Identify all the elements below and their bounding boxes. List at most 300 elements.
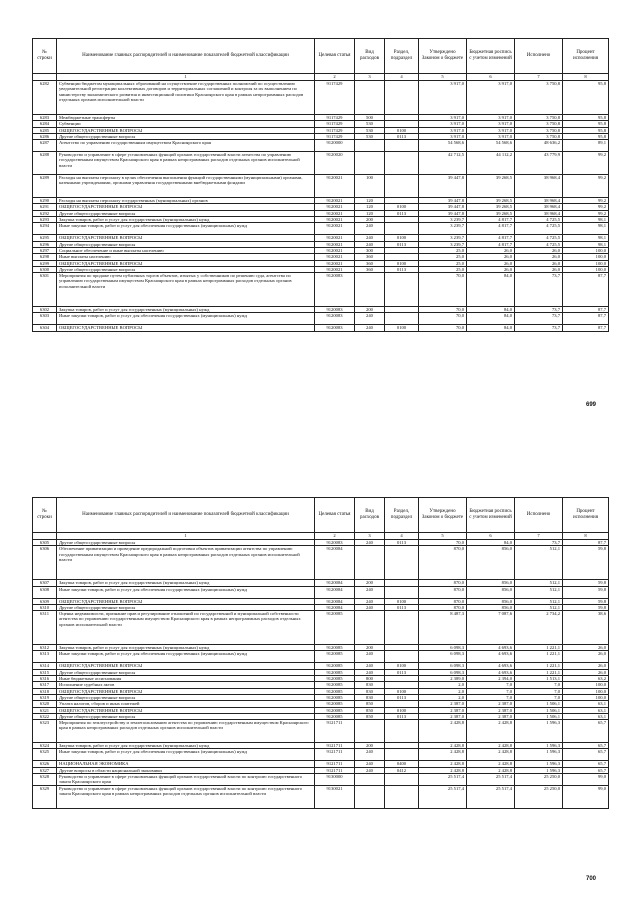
cell-vid: 240	[355, 604, 385, 610]
cell-percent: 63,1	[563, 713, 609, 719]
cell-name: Другие общегосударственные вопросы	[57, 133, 315, 139]
cell-schedule: 39 268,5	[467, 204, 515, 210]
cell-name: НАЦИОНАЛЬНАЯ ЭКОНОМИКА	[57, 761, 315, 767]
cell-razdel	[385, 313, 419, 325]
cell-razdel	[385, 546, 419, 580]
cell-name: Исполнение судебных актов	[57, 682, 315, 688]
cell-executed: 3 750,8	[515, 133, 563, 139]
col-num-2: 2	[315, 533, 355, 540]
cell-row-no: 6295	[33, 235, 57, 241]
col-num-3: 3	[355, 74, 385, 81]
cell-razdel: 0100	[385, 325, 419, 331]
cell-name: Руководство и управление в сфере установленных функций органов государственной власти по контролю государственного заказа Красноярского края	[57, 774, 315, 786]
cell-razdel: 0113	[385, 133, 419, 139]
cell-percent: 26,0	[563, 663, 609, 669]
cell-executed: 25 250,0	[515, 785, 563, 808]
cell-percent: 99,2	[563, 175, 609, 198]
cell-schedule: 26,0	[467, 254, 515, 260]
cell-vid: 240	[355, 651, 385, 663]
col-num-8: 8	[563, 533, 609, 540]
cell-schedule: 4 817,7	[467, 235, 515, 241]
table-row	[33, 546, 609, 580]
cell-percent: 87,7	[563, 313, 609, 325]
cell-percent: 100,0	[563, 682, 609, 688]
cell-target: 9120085	[315, 651, 355, 663]
cell-vid: 360	[355, 254, 385, 260]
cell-percent: 95,8	[563, 133, 609, 139]
cell-executed: 7,0	[515, 682, 563, 688]
cell-target: 9120021	[315, 223, 355, 235]
cell-vid: 240	[355, 767, 385, 773]
cell-row-no: 6309	[33, 598, 57, 604]
cell-percent: 63,2	[563, 676, 609, 682]
col-num-blank	[33, 533, 57, 540]
cell-approved: 2 387,0	[419, 707, 467, 713]
cell-executed: 26,0	[515, 266, 563, 272]
cell-row-no: 6293	[33, 217, 57, 223]
cell-row-no: 6314	[33, 663, 57, 669]
cell-row-no: 6296	[33, 241, 57, 247]
cell-name: Мероприятия по землеустройству и землепользованию агентства по управлению государственным имуществом Красноярского края в рамках непрограммных расходов отдельных органов исполнительной власти	[57, 720, 315, 743]
table-row	[33, 325, 609, 331]
cell-schedule: 2 428,8	[467, 767, 515, 773]
col-num-6: 6	[467, 533, 515, 540]
cell-target: 9117429	[315, 81, 355, 115]
cell-target: 9117429	[315, 121, 355, 127]
cell-percent: 59,8	[563, 580, 609, 586]
col-num-7: 7	[515, 74, 563, 81]
cell-vid: 830	[355, 682, 385, 688]
cell-percent: 26,0	[563, 669, 609, 675]
cell-razdel	[385, 223, 419, 235]
cell-percent: 95,8	[563, 81, 609, 115]
table-row	[33, 223, 609, 235]
cell-approved: 25,0	[419, 260, 467, 266]
cell-executed: 1 221,1	[515, 669, 563, 675]
cell-executed: 1 513,1	[515, 676, 563, 682]
cell-percent: 98,1	[563, 241, 609, 247]
cell-row-no: 6302	[33, 307, 57, 313]
page-number: 699	[586, 402, 597, 408]
cell-approved: 6 098,3	[419, 669, 467, 675]
cell-approved: 39 447,8	[419, 198, 467, 204]
cell-row-no: 6325	[33, 749, 57, 761]
cell-target: 9120085	[315, 611, 355, 645]
header-target: Целевая статья	[315, 498, 355, 533]
cell-percent: 98,1	[563, 223, 609, 235]
cell-vid: 200	[355, 645, 385, 651]
column-number-row	[33, 74, 609, 81]
cell-row-no: 6323	[33, 720, 57, 743]
cell-row-no: 6327	[33, 767, 57, 773]
cell-name: Мероприятия по продаже путем публичных торгов объектов, изъятых у собственников по решению суда, агентства по управлению государственным имуществом Красноярского края в рамках непрограммных расходов отдельных органов исполнительной власти	[57, 273, 315, 307]
cell-razdel: 0100	[385, 688, 419, 694]
cell-approved: 54 568,6	[419, 140, 467, 152]
cell-approved: 3 917,0	[419, 121, 467, 127]
cell-schedule: 856,0	[467, 546, 515, 580]
cell-name: Агентство по управлению государственным имуществом Красноярского края	[57, 140, 315, 152]
cell-target: 9120083	[315, 540, 355, 546]
cell-approved: 870,0	[419, 546, 467, 580]
cell-target: 9120085	[315, 676, 355, 682]
cell-vid	[355, 774, 385, 786]
header-row-no: № строки	[33, 39, 57, 74]
cell-executed: 1 596,3	[515, 767, 563, 773]
cell-row-no: 6291	[33, 204, 57, 210]
cell-vid: 360	[355, 266, 385, 272]
cell-executed: 7,0	[515, 688, 563, 694]
cell-target: 9117429	[315, 115, 355, 121]
cell-razdel	[385, 273, 419, 307]
cell-target: 9130021	[315, 785, 355, 808]
cell-percent: 95,8	[563, 121, 609, 127]
cell-name: ОБЩЕГОСУДАРСТВЕННЫЕ ВОПРОСЫ	[57, 127, 315, 133]
cell-percent: 38,6	[563, 611, 609, 645]
col-num-4: 4	[385, 533, 419, 540]
cell-vid: 200	[355, 580, 385, 586]
cell-vid: 200	[355, 307, 385, 313]
cell-percent: 100,0	[563, 254, 609, 260]
cell-razdel	[385, 785, 419, 808]
cell-vid	[355, 611, 385, 645]
cell-vid: 240	[355, 598, 385, 604]
cell-row-no: 6290	[33, 198, 57, 204]
cell-row-no: 6322	[33, 713, 57, 719]
cell-target: 9121711	[315, 767, 355, 773]
col-num-2: 2	[315, 74, 355, 81]
cell-name: Расходы на выплаты персоналу в целях обеспечения выполнения функций государственными (муниципальными) органами, казенными учреждениями, органами управления государственными внебюджетными фондами	[57, 175, 315, 198]
cell-name: Иные закупки товаров, работ и услуг для обеспечения государственных (муниципальных) нужд	[57, 313, 315, 325]
cell-row-no: 6294	[33, 223, 57, 235]
budget-sheet-2	[32, 497, 608, 809]
cell-name: Другие общегосударственные вопросы	[57, 266, 315, 272]
cell-executed: 38 968,4	[515, 175, 563, 198]
cell-executed: 1 221,1	[515, 645, 563, 651]
cell-approved: 870,0	[419, 598, 467, 604]
cell-row-no: 6321	[33, 707, 57, 713]
cell-approved: 25 517,4	[419, 785, 467, 808]
cell-executed: 73,7	[515, 273, 563, 307]
cell-percent: 59,8	[563, 598, 609, 604]
cell-executed: 26,0	[515, 260, 563, 266]
cell-approved: 2,0	[419, 682, 467, 688]
cell-percent: 65,7	[563, 749, 609, 761]
cell-razdel: 0100	[385, 598, 419, 604]
cell-percent: 65,7	[563, 743, 609, 749]
cell-vid: 360	[355, 260, 385, 266]
col-num-7: 7	[515, 533, 563, 540]
cell-vid: 300	[355, 247, 385, 253]
cell-name: Иные закупки товаров, работ и услуг для обеспечения государственных (муниципальных) нужд	[57, 223, 315, 235]
cell-target: 9117429	[315, 127, 355, 133]
cell-vid: 530	[355, 133, 385, 139]
header-approved: Утверждено Законом о бюджете	[419, 39, 467, 74]
cell-razdel	[385, 152, 419, 175]
cell-percent: 26,0	[563, 651, 609, 663]
cell-row-no: 6318	[33, 688, 57, 694]
cell-name: Закупка товаров, работ и услуг для государственных (муниципальных) нужд	[57, 645, 315, 651]
cell-name: ОБЩЕГОСУДАРСТВЕННЫЕ ВОПРОСЫ	[57, 598, 315, 604]
cell-approved: 70,0	[419, 325, 467, 331]
cell-approved: 42 712,5	[419, 152, 467, 175]
cell-row-no: 6320	[33, 701, 57, 707]
cell-name: ОБЩЕГОСУДАРСТВЕННЫЕ ВОПРОСЫ	[57, 688, 315, 694]
cell-percent: 59,8	[563, 586, 609, 598]
cell-executed: 4 725,5	[515, 241, 563, 247]
cell-schedule: 7 087,6	[467, 611, 515, 645]
col-num-5: 5	[419, 74, 467, 81]
table-body-2	[33, 540, 609, 809]
cell-approved: 3 917,0	[419, 133, 467, 139]
cell-target: 9120085	[315, 682, 355, 688]
header-vid: Вид расходов	[355, 498, 385, 533]
cell-name: Закупка товаров, работ и услуг для государственных (муниципальных) нужд	[57, 307, 315, 313]
cell-schedule: 7,0	[467, 688, 515, 694]
cell-approved: 3 917,0	[419, 127, 467, 133]
cell-row-no: 6303	[33, 313, 57, 325]
cell-approved: 25,0	[419, 254, 467, 260]
cell-target: 9120085	[315, 669, 355, 675]
cell-vid: 200	[355, 743, 385, 749]
cell-row-no: 6328	[33, 774, 57, 786]
cell-schedule: 2 428,8	[467, 749, 515, 761]
cell-razdel: 0113	[385, 540, 419, 546]
cell-target: 9121711	[315, 761, 355, 767]
cell-approved: 870,0	[419, 604, 467, 610]
cell-executed: 1 221,1	[515, 663, 563, 669]
cell-name: Оценка недвижимости, признание прав и регулирование отношений по государственной и муниципальной собственности агентства по управлению государственным имуществом Красноярского края в рамках непрограммных расходов отдельных органов исполнительной власти	[57, 611, 315, 645]
table-row	[33, 611, 609, 645]
cell-schedule: 3 917,0	[467, 133, 515, 139]
cell-target: 9120085	[315, 701, 355, 707]
cell-schedule: 7,0	[467, 694, 515, 700]
cell-vid: 240	[355, 586, 385, 598]
cell-name: Другие общегосударственные вопросы	[57, 540, 315, 546]
cell-schedule: 3 917,0	[467, 121, 515, 127]
cell-target: 9120021	[315, 266, 355, 272]
cell-approved: 39 447,8	[419, 175, 467, 198]
cell-razdel: 0113	[385, 604, 419, 610]
cell-percent: 87,7	[563, 540, 609, 546]
cell-vid	[355, 720, 385, 743]
cell-schedule: 856,0	[467, 580, 515, 586]
cell-schedule: 2 387,0	[467, 707, 515, 713]
cell-schedule: 2 387,0	[467, 701, 515, 707]
cell-approved: 25,0	[419, 247, 467, 253]
cell-name: Другие общегосударственные вопросы	[57, 241, 315, 247]
cell-target: 9120085	[315, 707, 355, 713]
cell-row-no: 6324	[33, 743, 57, 749]
cell-target: 9120020	[315, 152, 355, 175]
cell-vid	[355, 546, 385, 580]
cell-percent: 87,7	[563, 307, 609, 313]
cell-schedule: 4 817,7	[467, 223, 515, 235]
cell-target: 9120084	[315, 546, 355, 580]
cell-row-no: 6326	[33, 761, 57, 767]
cell-name: ОБЩЕГОСУДАРСТВЕННЫЕ ВОПРОСЫ	[57, 707, 315, 713]
cell-razdel: 0113	[385, 241, 419, 247]
cell-vid: 240	[355, 761, 385, 767]
column-number-row	[33, 533, 609, 540]
header-executed: Исполнено	[515, 498, 563, 533]
cell-executed: 1 506,1	[515, 701, 563, 707]
cell-executed: 38 968,4	[515, 210, 563, 216]
cell-vid	[355, 785, 385, 808]
cell-target: 9117429	[315, 133, 355, 139]
cell-razdel: 0113	[385, 266, 419, 272]
cell-approved: 25 517,4	[419, 774, 467, 786]
cell-name: Другие общегосударственные вопросы	[57, 694, 315, 700]
cell-razdel	[385, 749, 419, 761]
cell-name: Другие общегосударственные вопросы	[57, 210, 315, 216]
cell-target: 9120084	[315, 598, 355, 604]
cell-target: 9120021	[315, 254, 355, 260]
cell-percent: 87,7	[563, 273, 609, 307]
cell-target: 9120084	[315, 604, 355, 610]
cell-approved: 2 387,0	[419, 701, 467, 707]
cell-percent: 95,8	[563, 115, 609, 121]
cell-vid	[355, 81, 385, 115]
cell-schedule: 856,0	[467, 598, 515, 604]
header-percent: Процент исполнения	[563, 39, 609, 74]
cell-approved: 6 098,3	[419, 663, 467, 669]
header-razdel: Раздел, подраздел	[385, 498, 419, 533]
cell-vid: 240	[355, 313, 385, 325]
cell-name: Иные закупки товаров, работ и услуг для обеспечения государственных (муниципальных) нужд	[57, 586, 315, 598]
table-row	[33, 651, 609, 663]
col-num-5: 5	[419, 533, 467, 540]
table-row	[33, 749, 609, 761]
cell-name: Уплата налогов, сборов и иных платежей	[57, 701, 315, 707]
cell-name: Иные бюджетные ассигнования	[57, 676, 315, 682]
cell-executed: 7,0	[515, 694, 563, 700]
cell-razdel: 0100	[385, 707, 419, 713]
cell-row-no: 6287	[33, 140, 57, 152]
cell-name: ОБЩЕГОСУДАРСТВЕННЫЕ ВОПРОСЫ	[57, 235, 315, 241]
cell-executed: 1 221,1	[515, 651, 563, 663]
cell-schedule: 39 268,5	[467, 198, 515, 204]
cell-razdel	[385, 140, 419, 152]
cell-vid: 240	[355, 325, 385, 331]
cell-executed: 1 506,1	[515, 707, 563, 713]
cell-name: Руководство и управление в сфере установленных функций органов государственной власти по контролю государственного заказа Красноярского края в рамках непрограммных расходов отдельных органов исполнительной власти	[57, 785, 315, 808]
cell-executed: 38 968,4	[515, 204, 563, 210]
cell-row-no: 6284	[33, 121, 57, 127]
cell-approved: 70,0	[419, 540, 467, 546]
table-row	[33, 152, 609, 175]
cell-schedule: 3 917,0	[467, 81, 515, 115]
cell-row-no: 6301	[33, 273, 57, 307]
table-row	[33, 785, 609, 808]
cell-schedule: 2 428,8	[467, 743, 515, 749]
col-num-3: 3	[355, 533, 385, 540]
cell-vid: 500	[355, 115, 385, 121]
cell-name: Иные закупки товаров, работ и услуг для обеспечения государственных (муниципальных) нужд	[57, 651, 315, 663]
cell-approved: 39 447,8	[419, 204, 467, 210]
cell-executed: 1 596,3	[515, 743, 563, 749]
cell-schedule: 4 693,6	[467, 669, 515, 675]
cell-razdel: 0100	[385, 204, 419, 210]
cell-name: ОБЩЕГОСУДАРСТВЕННЫЕ ВОПРОСЫ	[57, 325, 315, 331]
cell-percent: 99,2	[563, 198, 609, 204]
cell-executed: 3 750,8	[515, 81, 563, 115]
cell-row-no: 6312	[33, 645, 57, 651]
cell-target: 9120021	[315, 175, 355, 198]
cell-name: ОБЩЕГОСУДАРСТВЕННЫЕ ВОПРОСЫ	[57, 663, 315, 669]
cell-percent: 100,0	[563, 688, 609, 694]
cell-schedule: 84,0	[467, 307, 515, 313]
cell-approved: 3 239,7	[419, 241, 467, 247]
cell-row-no: 6283	[33, 115, 57, 121]
cell-target: 9120021	[315, 217, 355, 223]
cell-schedule: 4 817,7	[467, 241, 515, 247]
header-razdel: Раздел, подраздел	[385, 39, 419, 74]
table-header-row	[33, 498, 609, 533]
cell-executed: 512,1	[515, 546, 563, 580]
cell-schedule: 2 428,8	[467, 761, 515, 767]
cell-razdel	[385, 175, 419, 198]
cell-name: Другие общегосударственные вопросы	[57, 604, 315, 610]
cell-vid: 830	[355, 688, 385, 694]
header-executed: Исполнено	[515, 39, 563, 74]
cell-approved: 3 239,7	[419, 217, 467, 223]
cell-schedule: 4 693,6	[467, 645, 515, 651]
cell-percent: 99,2	[563, 204, 609, 210]
cell-vid	[355, 140, 385, 152]
header-row-no: № строки	[33, 498, 57, 533]
cell-vid: 120	[355, 204, 385, 210]
cell-approved: 3 239,7	[419, 223, 467, 235]
cell-approved: 2 387,0	[419, 713, 467, 719]
cell-approved: 6 098,3	[419, 651, 467, 663]
cell-target: 9120021	[315, 241, 355, 247]
cell-executed: 73,7	[515, 307, 563, 313]
cell-razdel	[385, 586, 419, 598]
cell-executed: 1 596,3	[515, 749, 563, 761]
cell-schedule: 84,0	[467, 325, 515, 331]
cell-approved: 2 428,8	[419, 749, 467, 761]
cell-target: 9120084	[315, 586, 355, 598]
cell-target: 9120085	[315, 688, 355, 694]
cell-schedule: 856,0	[467, 604, 515, 610]
cell-schedule: 26,0	[467, 247, 515, 253]
cell-name: Расходы на выплаты персоналу государственных (муниципальных) органов	[57, 198, 315, 204]
cell-approved: 2 428,8	[419, 767, 467, 773]
cell-schedule: 39 268,5	[467, 175, 515, 198]
col-num-4: 4	[385, 74, 419, 81]
cell-vid: 850	[355, 707, 385, 713]
cell-schedule: 856,0	[467, 586, 515, 598]
cell-executed: 3 750,8	[515, 121, 563, 127]
cell-schedule: 3 917,0	[467, 127, 515, 133]
cell-row-no: 6311	[33, 611, 57, 645]
col-num-1: 1	[57, 74, 315, 81]
cell-razdel: 0100	[385, 260, 419, 266]
table-row	[33, 720, 609, 743]
cell-executed: 2 734,2	[515, 611, 563, 645]
cell-approved: 25,0	[419, 266, 467, 272]
cell-percent: 87,7	[563, 325, 609, 331]
cell-schedule: 44 112,2	[467, 152, 515, 175]
cell-schedule: 4 817,7	[467, 217, 515, 223]
cell-vid	[355, 273, 385, 307]
cell-executed: 25 250,0	[515, 774, 563, 786]
cell-target: 9120021	[315, 204, 355, 210]
cell-percent: 63,1	[563, 707, 609, 713]
cell-razdel: 0400	[385, 761, 419, 767]
cell-target: 9120084	[315, 580, 355, 586]
cell-executed: 512,1	[515, 604, 563, 610]
